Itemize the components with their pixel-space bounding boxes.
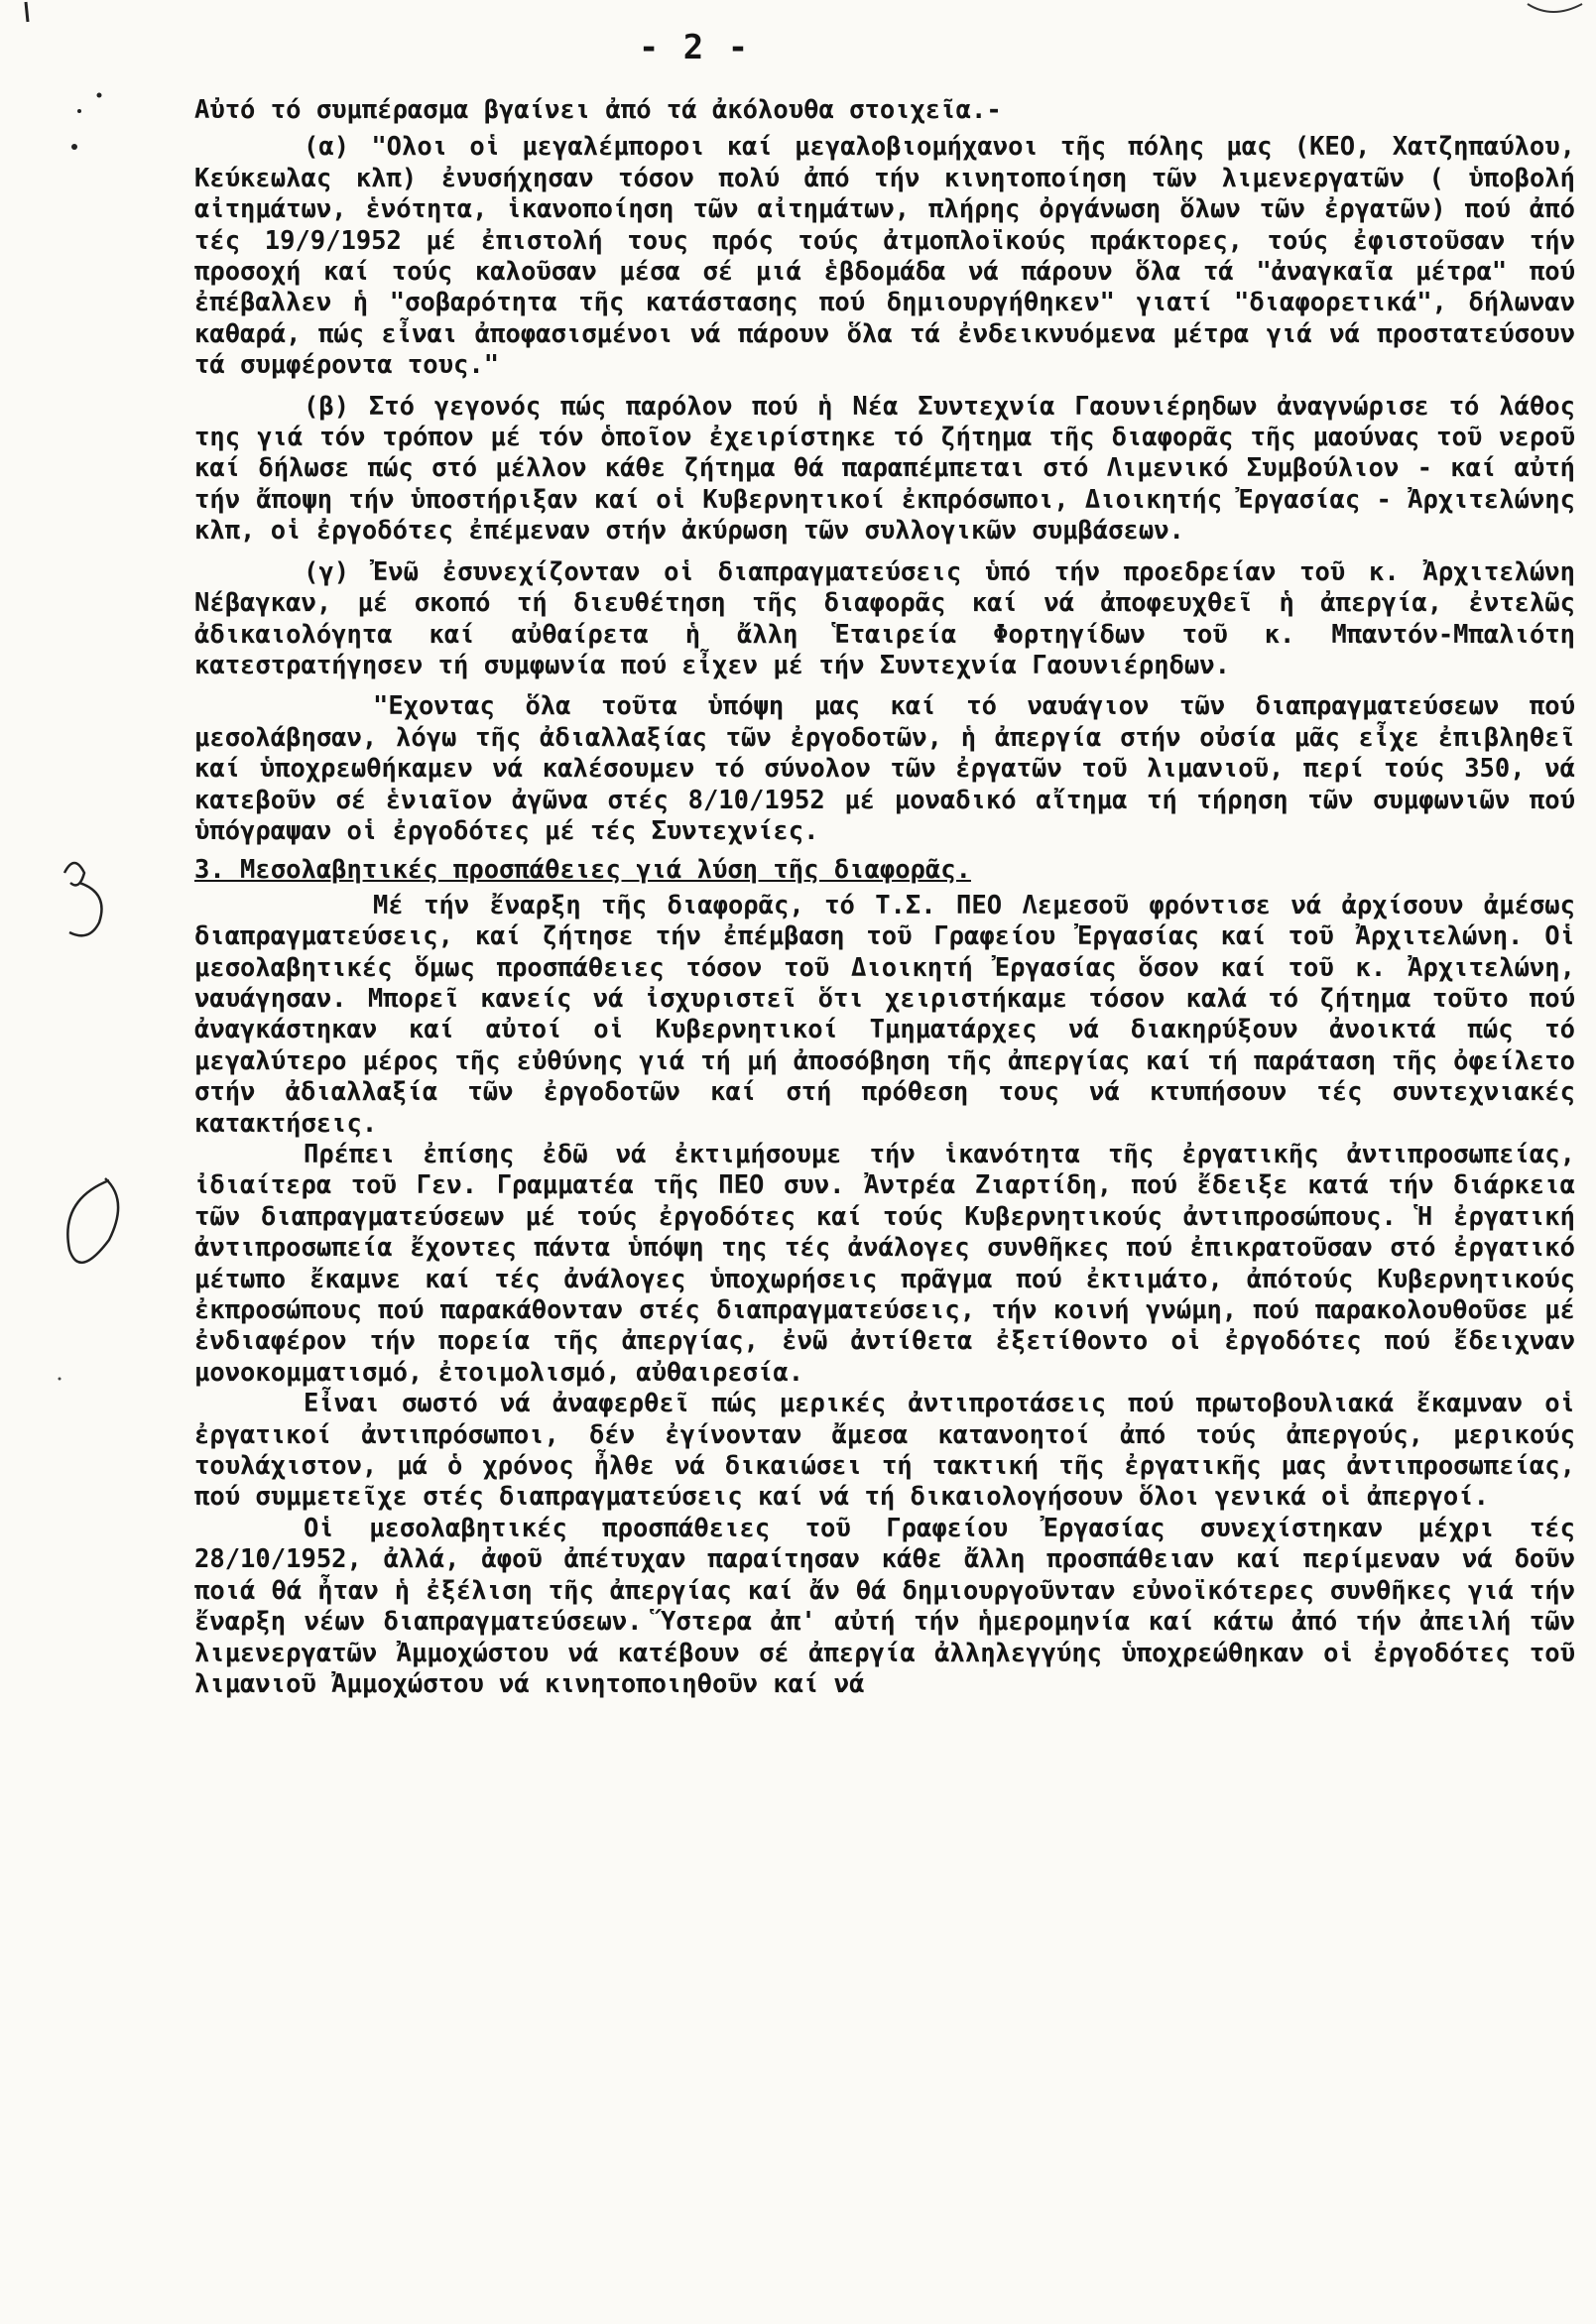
page-number: - 2 - bbox=[638, 28, 751, 67]
paragraph-d: "Εχοντας ὅλα τοῦτα ὑπόψη μας καί τό ναυάγιον τῶν διαπραγματεύσεων πού μεσολάβησαν, λόγω τῆς ἀδιαλλαξίας τῶν ἐργοδοτῶν, ἡ ἀπεργία στήν οὐσία μᾶς εἶχε ἐπιβληθεῖ καί ὑποχρεωθήκαμεν νά καλέσουμεν τό σύνολον τῶν ἐργατῶν τοῦ λιμανιοῦ, περί τούς 350, νά κατεβοῦν σέ ἑνιαῖον ἀγῶνα στές 8/10/1952 μέ μοναδικό αἴτημα τή τήρηση τῶν συμφωνιῶν πού ὑπόγραψαν οἱ ἐργοδότες μέ τές Συντεχνίες. bbox=[194, 691, 1575, 846]
section-heading: 3. Μεσολαβητικές προσπάθειες γιά λύση τῆς διαφορᾶς. bbox=[194, 855, 971, 886]
intro-paragraph: Αὐτό τό συμπέρασμα βγαίνει ἀπό τά ἀκόλουθα στοιχεῖα.- bbox=[194, 95, 1002, 125]
paragraph-h: Οἱ μεσολαβητικές προσπάθειες τοῦ Γραφείου Ἐργασίας συνεχίστηκαν μέχρι τές 28/10/1952, ἀλλά, ἀφοῦ ἀπέτυχαν παραίτησαν κάθε ἄλλη προσπάθειαν καί περίμεναν νά δοῦν ποιά θά ἦταν ἡ ἐξέλιση τῆς ἀπεργίας καί ἄν θά δημιουργοῦνταν εὐνοϊκότερες συνθῆκες γιά τήν ἔναρξη νέων διαπραγματεύσεων. Ὕστερα ἀπ' αὐτή τήν ἡμερομηνία καί κάτω ἀπό τήν ἀπειλή τῶν λιμενεργατῶν Ἀμμοχώστου νά κατέβουν σέ ἀπεργία ἀλληλεγγύης ὑποχρεώθηκαν οἱ ἐργοδότες τοῦ λιμανιοῦ Ἀμμοχώστου νά κινητοποιηθοῦν καί νά bbox=[194, 1513, 1575, 1699]
corner-mark-icon bbox=[1528, 0, 1587, 20]
paragraph-g: Εἶναι σωστό νά ἀναφερθεῖ πώς μερικές ἀντιπροτάσεις πού πρωτοβουλιακά ἔκαμναν οἱ ἐργατικοί ἀντιπρόσωποι, δέν ἐγίνονταν ἄμεσα κατανοητοί ἀπό τούς ἀπεργούς, μερικούς τουλάχιστον, μά ὁ χρόνος ἦλθε νά δικαιώσει τή τακτική τῆς ἐργατικῆς μας ἀντιπροσωπείας, πού συμμετεῖχε στές διαπραγματεύσεις καί νά τή δικαιολογήσουν ὅλοι γενικά οἱ ἀπεργοί. bbox=[194, 1389, 1575, 1513]
paragraph-e: Μέ τήν ἔναρξη τῆς διαφορᾶς, τό Τ.Σ. ΠΕΟ Λεμεσοῦ φρόντισε νά ἀρχίσουν ἀμέσως διαπραγματεύσεις, καί ζήτησε τήν ἐπέμβαση τοῦ Γραφείου Ἐργασίας καί τοῦ Ἀρχιτελώνη. Οἱ μεσολαβητικές ὅμως προσπάθειες τόσον τοῦ Διοικητή Ἐργασίας ὅσον καί τοῦ κ. Ἀρχιτελώνη, ναυάγησαν. Μπορεῖ κανείς νά ἰσχυριστεῖ ὅτι χειριστήκαμε τόσον καλά τό ζήτημα τοῦτο πού ἀναγκάστηκαν καί αὐτοί οἱ Κυβερνητικοί Τμηματάρχες νά διακηρύξουν ἀνοικτά πώς τό μεγαλύτερο μέρος τῆς εὐθύνης γιά τή μή ἀποσόβηση τῆς ἀπεργίας καί τή παράταση τῆς ὀφείλετο στήν ἀδιαλλαξία τῶν ἐργοδοτῶν καί στή πρόθεση τους νά κτυπήσουν τές συντεχνιακές κατακτήσεις. bbox=[194, 890, 1575, 1139]
paragraph-f: Πρέπει ἐπίσης ἐδῶ νά ἐκτιμήσουμε τήν ἱκανότητα τῆς ἐργατικῆς ἀντιπροσωπείας, ἰδιαίτερα τοῦ Γεν. Γραμματέα τῆς ΠΕΟ συν. Ἀντρέα Ζιαρτίδη, πού ἔδειξε κατά τήν διάρκεια τῶν διαπραγματεύσεων μέ τούς ἐργοδότες καί τούς Κυβερνητικούς ἀντιπροσώπους. Ἡ ἐργατική ἀντιπροσωπεία ἔχοντες πάντα ὑπόψη της τές ἀνάλογες συνθῆκες πού ἐπικρατοῦσαν στό ἐργατικό μέτωπο ἔκαμνε καί τές ἀνάλογες ὑποχωρήσεις πρᾶγμα πού ἐκτιμάτο, ἀπότούς Κυβερνητικούς ἐκπροσώπους πού παρακάθονταν στές διαπραγματεύσεις, τήν κοινή γνώμη, πού παρακολουθοῦσε μέ ἐνδιαφέρον τήν πορεία τῆς ἀπεργίας, ἐνῶ ἀντίθετα ἐξετίθοντο οἱ ἐργοδότες πού ἔδειχναν μονοκομματισμό, ἐτοιμολισμό, αὐθαιρεσία. bbox=[194, 1140, 1575, 1388]
paragraph-a: (α) "Ολοι οἱ μεγαλέμποροι καί μεγαλοβιομήχανοι τῆς πόλης μας (ΚΕΟ, Χατζηπαύλου, Κεύκεωλας κλπ) ἐνυσήχησαν τόσον πολύ ἀπό τήν κινητοποίηση τῶν λιμενεργατῶν ( ὑποβολή αἰτημάτων, ἑνότητα, ἱκανοποίηση τῶν αἰτημάτων, πλήρης ὀργάνωση ὅλων τῶν ἐργατῶν) πού ἀπό τές 19/9/1952 μέ ἐπιστολή τους πρός τούς ἀτμοπλοϊκούς πράκτορες, τούς ἐφιστοῦσαν τήν προσοχή καί τούς καλοῦσαν μέσα σέ μιά ἑβδομάδα νά πάρουν ὅλα τά "ἀναγκαῖα μέτρα" πού ἐπέβαλλεν ἡ "σοβαρότητα τῆς κατάστασης πού δημιουργήθηκεν" γιατί "διαφορετικά", δήλωναν καθαρά, πώς εἶναι ἀποφασισμένοι νά πάρουν ὅλα τά ἐνδεικνυόμενα μέτρα γιά νά προστατεύσουν τά συμφέροντα τους." bbox=[194, 132, 1575, 381]
paragraph-c: (γ) Ἐνῶ ἐσυνεχίζονταν οἱ διαπραγματεύσεις ὑπό τήν προεδρείαν τοῦ κ. Ἀρχιτελώνη Νέβαγκαν, μέ σκοπό τή διευθέτηση τῆς διαφορᾶς καί νά ἀποφευχθεῖ ἡ ἀπεργία, ἐντελῶς ἀδικαιολόγητα καί αὐθαίρετα ἡ ἄλλη Ἑταιρεία Φορτηγίδων τοῦ κ. Μπαντόν-Μπαλιότη κατεστρατήγησεν τή συμφωνία πού εἶχεν μέ τήν Συντεχνία Γαουνιέρηδων. bbox=[194, 556, 1575, 680]
left-margin-scribble-icon bbox=[20, 0, 159, 2324]
paragraph-b: (β) Στό γεγονός πώς παρόλον πού ἡ Νέα Συντεχνία Γαουνιέρηδων ἀναγνώρισε τό λάθος της γιά τόν τρόπον μέ τόν ὁποῖον ἐχειρίστηκε τό ζήτημα τῆς διαφορᾶς τῆς μαούνας τοῦ νεροῦ καί δήλωσε πώς στό μέλλον κάθε ζήτημα θά παραπέμπεται στό Λιμενικό Συμβούλιον - καί αὐτή τήν ἄποψη τήν ὑποστήριξαν καί οἱ Κυβερνητικοί ἐκπρόσωποι, Διοικητής Ἐργασίας - Ἀρχιτελώνης κλπ, οἱ ἐργοδότες ἐπέμεναν στήν ἀκύρωση τῶν συλλογικῶν συμβάσεων. bbox=[194, 391, 1575, 547]
document-body bbox=[194, 95, 1575, 1700]
